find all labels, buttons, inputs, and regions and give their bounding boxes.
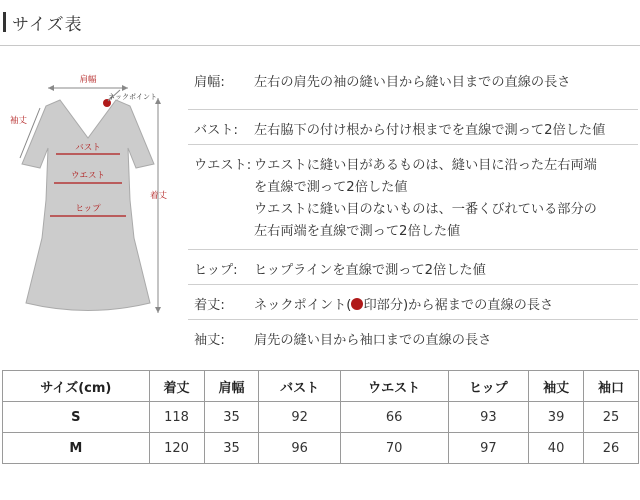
definition-text	[254, 330, 638, 352]
column-header: ウエスト	[340, 371, 448, 402]
definition-text-after-dot: 印部分)から裾までの直線の長さ	[363, 298, 554, 313]
column-header: ヒップ	[448, 371, 529, 402]
column-header: 肩幅	[204, 371, 259, 402]
dress-diagram	[8, 68, 180, 336]
table-cell: 97	[448, 433, 529, 464]
hip-label: ヒップ	[75, 204, 101, 214]
table-cell: 93	[448, 402, 529, 433]
table-cell: 66	[340, 402, 448, 433]
definition-line	[254, 295, 638, 317]
definition-term: 袖丈:	[194, 333, 225, 348]
table-cell: 92	[259, 402, 340, 433]
page-title: サイズ表	[12, 15, 83, 35]
table-cell: 35	[204, 402, 259, 433]
definition-line: ウエストに縫い目のないものは、一番くびれている部分の	[254, 202, 597, 217]
definition-line: 左右の肩先の袖の縫い目から縫い目までの直線の長さ	[254, 75, 571, 90]
table-cell: 40	[529, 433, 584, 464]
sleeve-label: 袖丈	[10, 116, 28, 126]
definition-shoulder	[188, 62, 638, 110]
table-cell: 96	[259, 433, 340, 464]
definition-line: 左右脇下の付け根から付け根までを直線で測って2倍した値	[254, 123, 606, 138]
definition-line: を直線で測って2倍した値	[254, 180, 408, 195]
column-header: 袖口	[584, 371, 639, 402]
definition-line: ヒップラインを直線で測って2倍した値	[254, 263, 486, 278]
column-header: サイズ(cm)	[3, 371, 150, 402]
definition-term: 肩幅:	[194, 75, 225, 90]
definition-text-before-dot: ネックポイント(	[254, 298, 352, 313]
definition-length	[188, 285, 638, 320]
header-divider	[0, 45, 640, 46]
page-header	[0, 0, 640, 46]
shoulder-arrow-left-head	[48, 85, 54, 91]
shoulder-label: 肩幅	[79, 75, 97, 85]
length-arrow-bottom-head	[155, 307, 161, 313]
table-row	[3, 402, 639, 433]
table-cell: 39	[529, 402, 584, 433]
definition-text	[254, 295, 638, 317]
definition-hip	[188, 250, 638, 285]
bust-label: バスト	[75, 143, 101, 153]
size-label: S	[3, 402, 150, 433]
definition-term: ヒップ:	[194, 263, 238, 278]
neckpoint-marker-icon	[351, 298, 363, 310]
waist-label: ウエスト	[70, 171, 106, 181]
definition-text	[254, 120, 638, 142]
measurement-definitions	[188, 62, 638, 354]
definition-term: ウエスト:	[194, 158, 252, 173]
column-header: バスト	[259, 371, 340, 402]
table-cell: 70	[340, 433, 448, 464]
shoulder-arrow-right-head	[122, 85, 128, 91]
definition-line: ウエストに縫い目があるものは、縫い目に沿った左右両端	[254, 158, 597, 173]
column-header: 袖丈	[529, 371, 584, 402]
length-label: 着丈	[150, 191, 168, 201]
definition-bust	[188, 110, 638, 145]
neckpoint-label: ネックポイント	[108, 93, 157, 101]
table-cell: 118	[149, 402, 204, 433]
table-row	[3, 433, 639, 464]
definition-line: 左右両端を直線で測って2倍した値	[254, 224, 461, 239]
column-header: 着丈	[149, 371, 204, 402]
table-cell: 25	[584, 402, 639, 433]
definition-line: 肩先の縫い目から袖口までの直線の長さ	[254, 333, 492, 348]
definition-term: 着丈:	[194, 298, 225, 313]
dress-illustration	[8, 68, 180, 336]
definition-text	[254, 260, 638, 282]
size-label: M	[3, 433, 150, 464]
definition-waist	[188, 145, 638, 250]
table-cell: 120	[149, 433, 204, 464]
table-cell: 26	[584, 433, 639, 464]
table-header-row	[3, 371, 639, 402]
definition-text	[254, 72, 638, 94]
definition-term: バスト:	[194, 123, 239, 138]
definition-text	[254, 155, 638, 243]
header-accent-bar	[3, 12, 6, 32]
table-cell: 35	[204, 433, 259, 464]
definition-sleeve	[188, 320, 638, 354]
size-table	[2, 370, 639, 464]
